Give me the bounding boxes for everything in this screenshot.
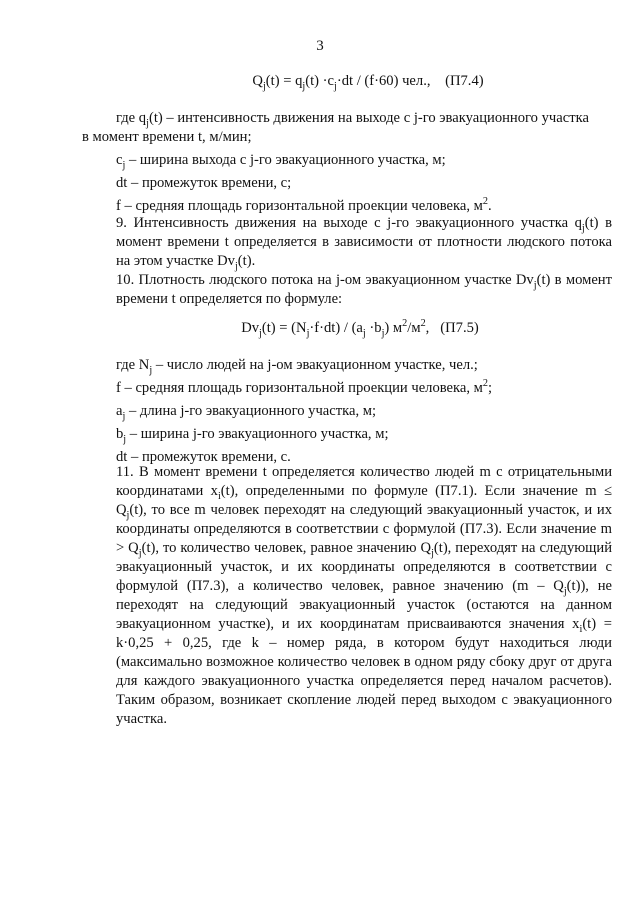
p-text: (t)), не переходят на следующий эвакуационный участок (остаются на данном эвакуационном участке), и их координатам присваиваются значения x [116, 578, 612, 632]
paragraph-9 [82, 214, 612, 271]
formula-sub: j [334, 80, 337, 92]
p-text: (t), то все m человек переходят на следующий эвакуационный участок, и их координаты определяются в соответствии с формулой (П7.3). Если значение m > Q [116, 502, 612, 556]
def-text: – длина j-го эвакуационного участка, м; [125, 403, 377, 419]
definition-qj [82, 109, 612, 128]
def-text: c [116, 152, 123, 168]
formula-text: /м [407, 320, 421, 336]
def-sup: 2 [482, 196, 489, 208]
def-text: где q [116, 110, 147, 126]
formula-text: , [425, 320, 430, 336]
def-text: – число людей на j-ом эвакуационном участке, чел.; [152, 357, 478, 373]
def-sub: j [122, 159, 126, 171]
p-sub: i [217, 490, 221, 502]
p-text: (t) в момент времени t определяется по формуле: [116, 272, 612, 307]
formula-sub: j [262, 80, 266, 92]
p-sub: j [138, 547, 142, 559]
definitions-p7-4 [82, 109, 612, 216]
p-text: (t), переходят на следующий эвакуационный участок, и их координаты определяются в соответствии с формулой (П7.3), а количество человек, равное значению (m – Q [116, 540, 613, 594]
p-text: 11. В момент времени t определяется количество людей m с отрицательными координатами x [116, 464, 612, 499]
def-sup: 2 [482, 378, 489, 390]
formula-text: (t) ·c [305, 73, 334, 89]
def-sub: j [146, 117, 149, 129]
formula-text: ·dt / (f·60) чел., [336, 73, 431, 89]
formula-sup: 2 [402, 318, 408, 330]
formula-text: Q [252, 73, 263, 89]
paragraph-10 [82, 271, 612, 309]
definition-dt: dt – промежуток времени, с; [116, 175, 292, 191]
definitions-p7-5 [82, 356, 612, 467]
formula-p7-5 [40, 320, 640, 337]
p-text: (t), то количество человек, равное значению Q [141, 540, 432, 556]
paragraph-11-text [82, 463, 612, 729]
def-text: ; [488, 380, 493, 396]
formula-text: ·f·dt) / (a [309, 320, 363, 336]
def-text: f – средняя площадь горизонтальной проекции человека, м [116, 380, 483, 396]
formula-text: (t) = q [265, 73, 303, 89]
formula-sub: j [381, 327, 385, 339]
formula-sup: 2 [420, 318, 426, 330]
formula-text: Dv [241, 320, 260, 336]
definition-qj-cont: в момент времени t, м/мин; [82, 129, 252, 145]
def-text: – ширина выхода с j-го эвакуационного участка, м; [125, 152, 446, 168]
formula-p7-4 [48, 73, 640, 90]
p-text: 9. Интенсивность движения на выходе с j-го эвакуационного участка q [116, 215, 582, 231]
formula-text: ·b [365, 320, 382, 336]
definition-nj [82, 356, 612, 375]
p-text: (t) в момент времени t определяется в зависимости от плотности людского потока на этом участке Dv [116, 215, 612, 269]
p-sub: j [563, 585, 567, 597]
formula-text: ) м [384, 320, 403, 336]
page-number: 3 [316, 38, 324, 54]
formula-text: (t) = (N [261, 320, 307, 336]
p-text: (t) = k·0,25 + 0,25, где k – номер ряда, в котором будут находиться люди (максимально возможное количество человек в одном ряду сбоку друг от друга для каждого эвакуационного участка определяется перед началом расчетов). Таким образом, возникает скопление людей перед выходом с эвакуационного участка. [116, 616, 613, 727]
def-sub: j [149, 364, 153, 376]
paragraph-11 [82, 463, 612, 729]
p-sub: j [431, 547, 434, 559]
def-text: – ширина j-го эвакуационного участка, м; [126, 426, 389, 442]
def-sub: j [122, 410, 126, 422]
definition-cj [82, 151, 612, 170]
p-sub: j [533, 279, 537, 291]
p-sub: j [581, 222, 585, 234]
definition-dt2: dt – промежуток времени, с. [116, 449, 291, 465]
p-sub: j [234, 260, 238, 272]
def-sub: j [123, 433, 127, 445]
def-text: . [488, 198, 492, 214]
p-sub: i [579, 623, 583, 635]
formula-label: (П7.5) [440, 320, 479, 336]
formula-sub: j [306, 327, 310, 339]
p-text: (t). [237, 253, 256, 269]
def-text: b [116, 426, 124, 442]
formula-sub: j [259, 327, 262, 339]
p-text: (t), определенными по формуле (П7.1). Если значение m ≤ Q [116, 483, 612, 518]
p-sub: j [126, 509, 130, 521]
definition-aj [82, 402, 612, 421]
def-text: (t) – интенсивность движения на выходе с j-го эвакуационного участка [148, 110, 589, 126]
def-text: a [116, 403, 123, 419]
def-text: f – средняя площадь горизонтальной проекции человека, м [116, 198, 483, 214]
formula-sub: j [362, 327, 366, 339]
formula-sub: j [302, 80, 306, 92]
definition-f2 [82, 379, 612, 398]
def-text: где N [116, 357, 150, 373]
definition-bj [82, 425, 612, 444]
paragraph-9-10 [82, 214, 612, 309]
formula-label: (П7.4) [445, 73, 484, 89]
p-text: 10. Плотность людского потока на j-ом эвакуационном участке Dv [116, 272, 534, 288]
